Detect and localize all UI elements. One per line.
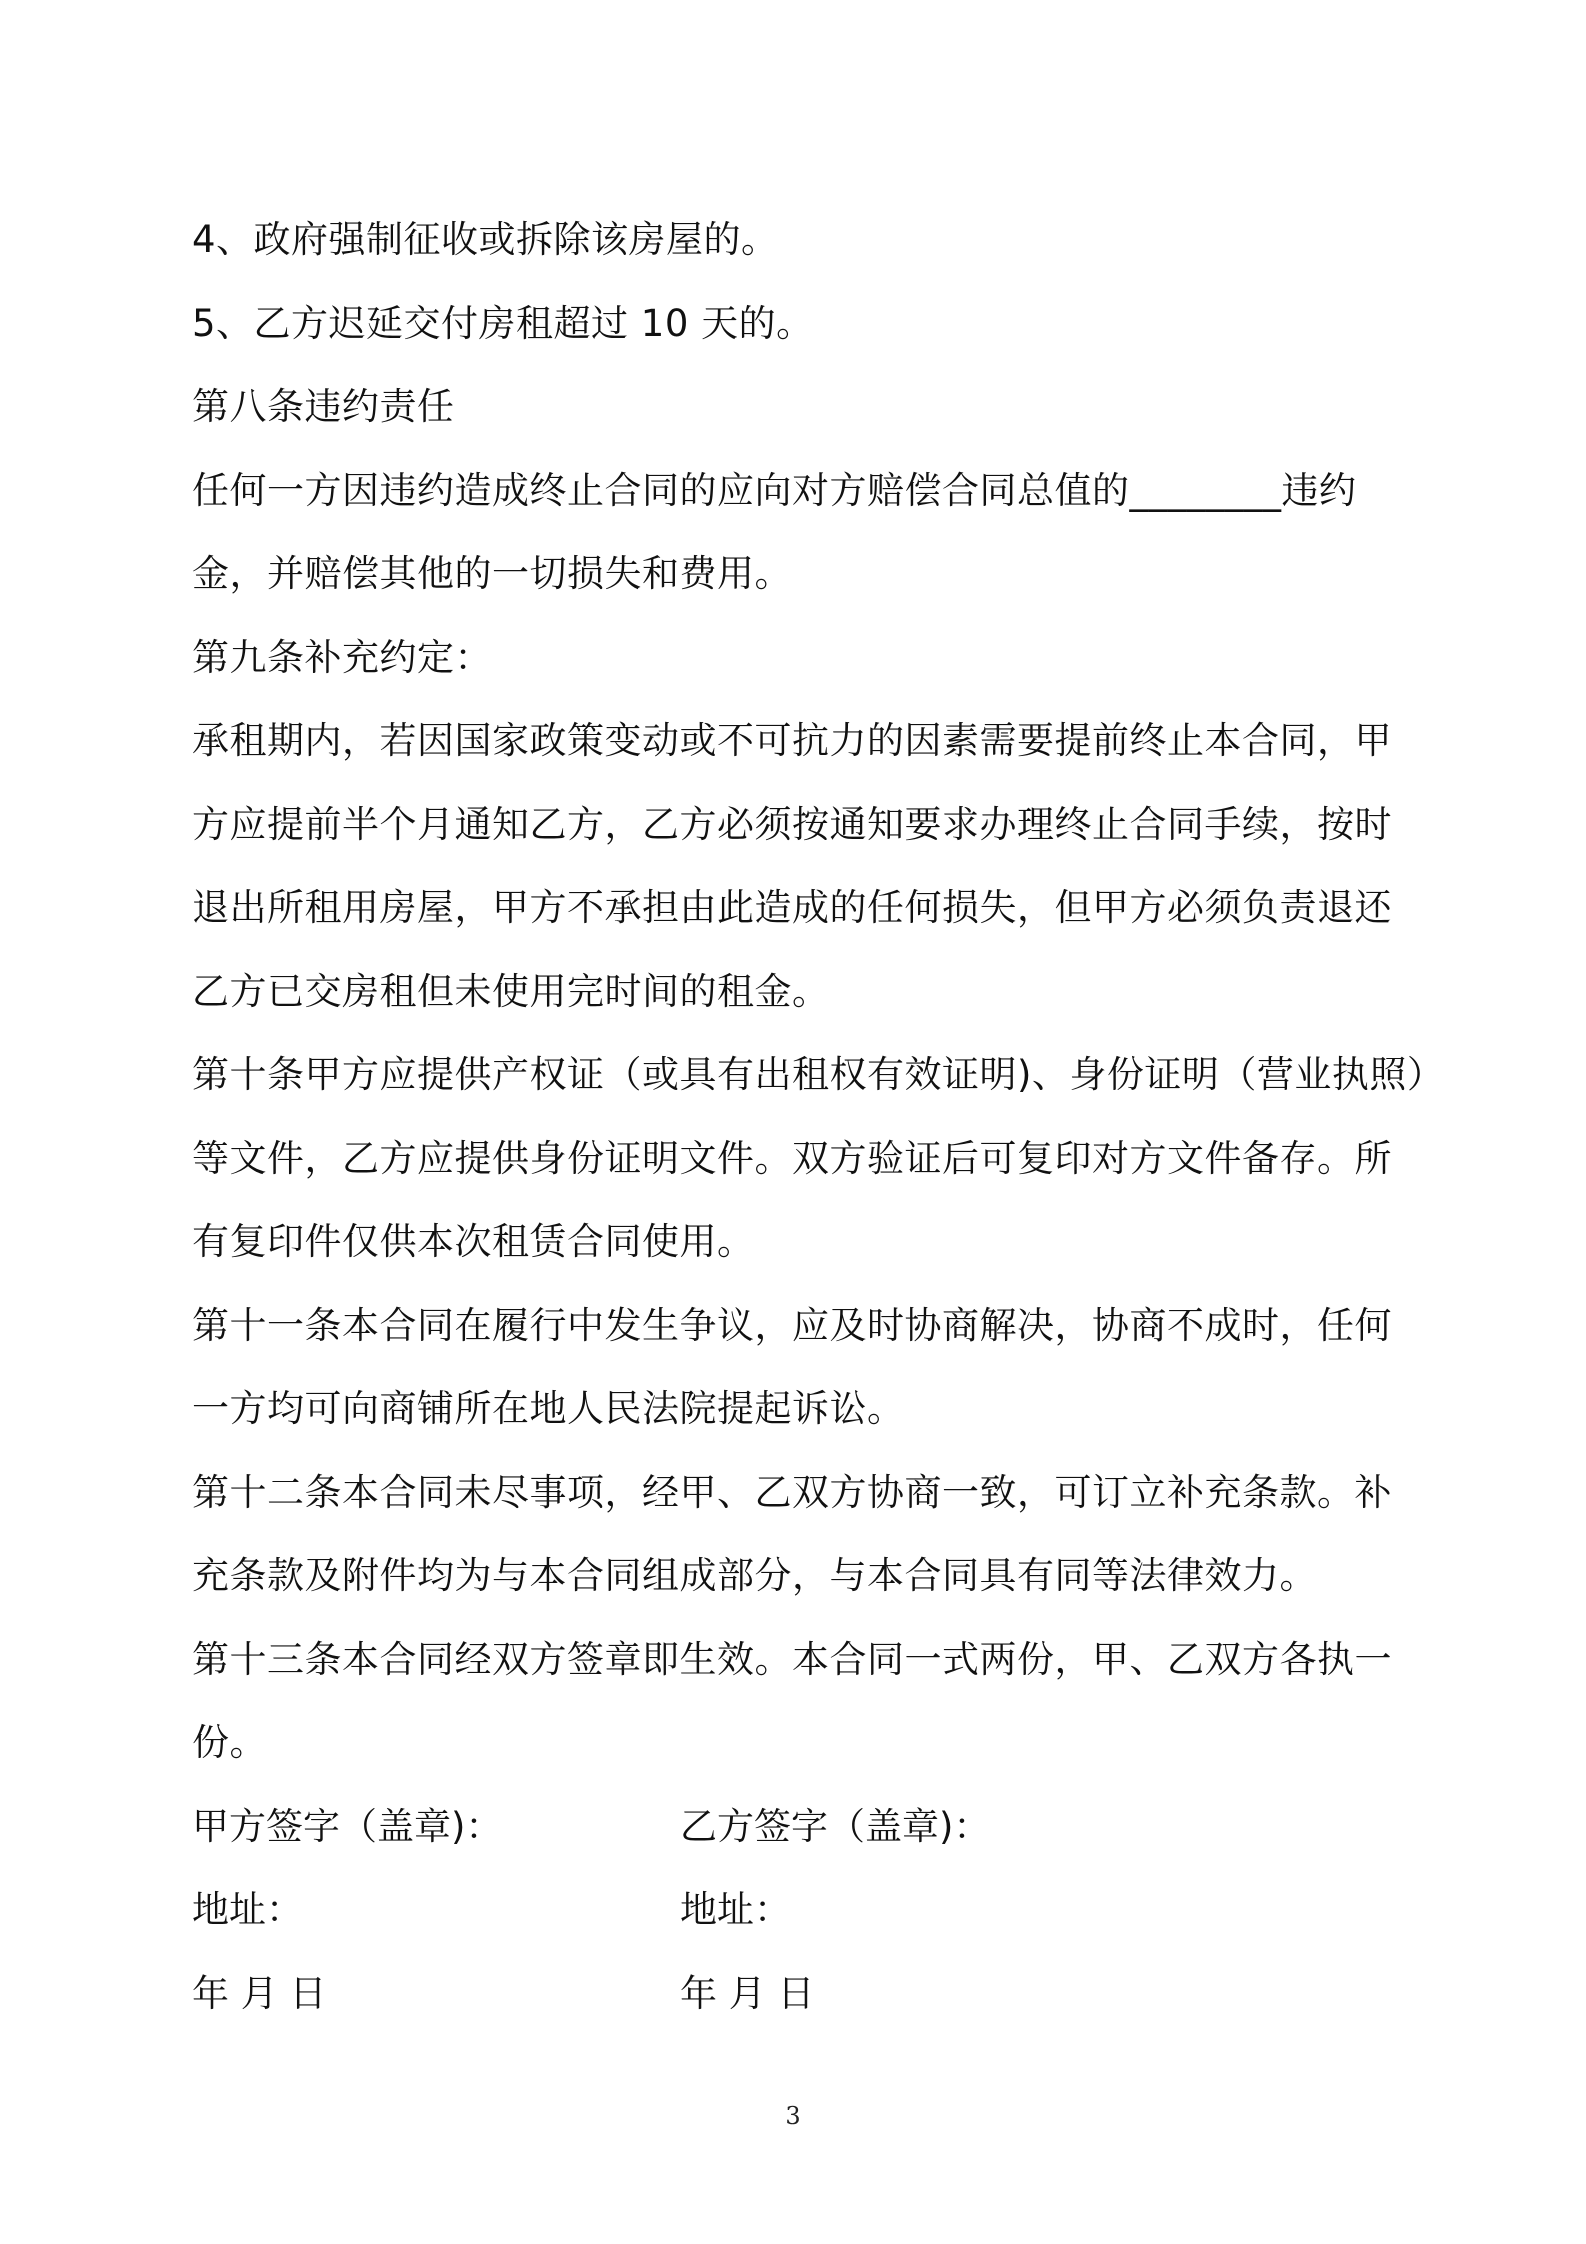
clause-5-line: 5、乙方迟延交付房租超过 10 天的。 <box>192 301 814 345</box>
signature-row <box>192 1785 1410 1869</box>
article-10-line-2: 等文件，乙方应提供身份证明文件。双方验证后可复印对方文件备存。所 <box>192 1136 1392 1180</box>
article-12-line-2: 充条款及附件均为与本合同组成部分，与本合同具有同等法律效力。 <box>192 1554 1317 1597</box>
article-12-line-1: 第十二条本合同未尽事项，经甲、乙双方协商一致，可订立补充条款。补 <box>192 1470 1392 1514</box>
article-9-text-line-1: 承租期内，若因国家政策变动或不可抗力的因素需要提前终止本合同，甲 <box>192 719 1392 762</box>
date-row <box>192 1952 1410 2036</box>
party-b-signature-label: 乙方签字（盖章)： <box>680 1804 991 1848</box>
article-8-text-line-2: 金，并赔偿其他的一切损失和费用。 <box>192 552 792 595</box>
article-11-line-1: 第十一条本合同在履行中发生争议，应及时协商解决，协商不成时，任何 <box>192 1303 1392 1347</box>
article-9-heading: 第九条补充约定： <box>192 635 492 679</box>
article-11-line-2: 一方均可向商铺所在地人民法院提起诉讼。 <box>192 1387 905 1430</box>
article-13-line-1: 第十三条本合同经双方签章即生效。本合同一式两份，甲、乙双方各执一 <box>192 1637 1392 1681</box>
party-a-date-label: 年 月 日 <box>192 1971 327 2015</box>
article-10-line-3: 有复印件仅供本次租赁合同使用。 <box>192 1220 755 1263</box>
page-number: 3 <box>785 2102 801 2130</box>
article-9-text-line-3: 退出所租用房屋，甲方不承担由此造成的任何损失，但甲方必须负责退还 <box>192 886 1392 929</box>
article-8-heading: 第八条违约责任 <box>192 385 455 428</box>
party-a-address-label: 地址： <box>192 1888 303 1931</box>
article-9-text-line-4: 乙方已交房租但未使用完时间的租金。 <box>192 969 830 1013</box>
address-row <box>192 1868 1410 1952</box>
party-b-date-label: 年 月 日 <box>680 1971 815 2015</box>
article-13-line-2: 份。 <box>192 1721 267 1764</box>
clause-4-line: 4、政府强制征收或拆除该房屋的。 <box>192 218 779 261</box>
party-a-signature-label: 甲方签字（盖章)： <box>192 1804 503 1848</box>
article-9-text-line-2: 方应提前半个月通知乙方，乙方必须按通知要求办理终止合同手续，按时 <box>192 802 1392 846</box>
document-body <box>192 198 1445 2035</box>
article-10-line-1: 第十条甲方应提供产权证（或具有出租权有效证明)、身份证明（营业执照） <box>192 1053 1445 1096</box>
party-b-address-label: 地址： <box>680 1888 791 1931</box>
article-8-text-line-1: 任何一方因违约造成终止合同的应向对方赔偿合同总值的________违约 <box>192 468 1357 512</box>
